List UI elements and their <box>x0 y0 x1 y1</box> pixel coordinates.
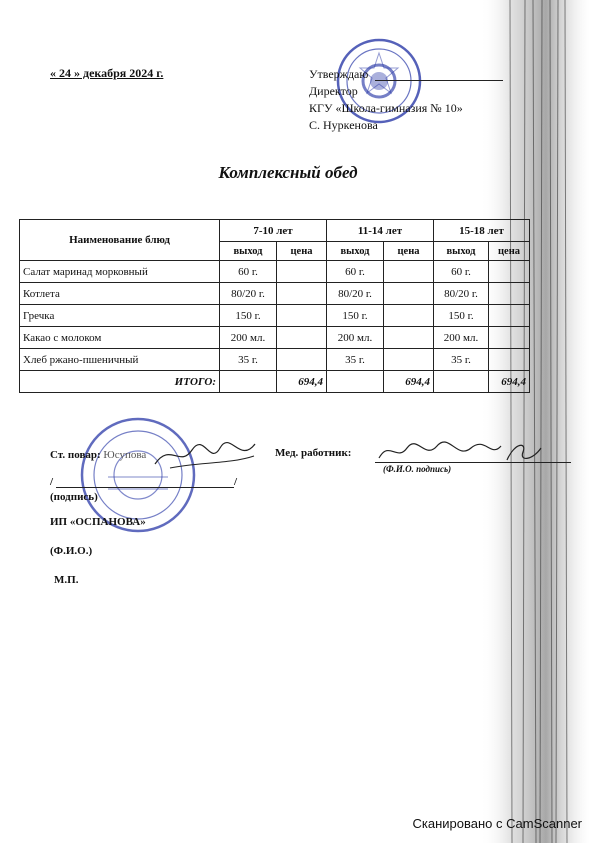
dish-out: 150 г. <box>434 305 489 327</box>
med-fio-note: (Ф.И.О. подпись) <box>383 464 452 474</box>
dish-out: 35 г. <box>434 349 489 371</box>
dish-out: 80/20 г. <box>434 283 489 305</box>
dish-out: 150 г. <box>220 305 277 327</box>
header-dish-name: Наименование блюд <box>20 220 220 261</box>
dish-price <box>384 283 434 305</box>
total-label: ИТОГО: <box>20 371 220 393</box>
slash-left: / <box>50 476 54 488</box>
header-price: цена <box>489 242 530 261</box>
dish-price <box>489 327 530 349</box>
dish-name: Какао с молоком <box>20 327 220 349</box>
dish-price <box>384 327 434 349</box>
dish-price <box>277 261 327 283</box>
slash-right: / <box>234 476 238 488</box>
dish-out: 60 г. <box>220 261 277 283</box>
approve-organization: КГУ «Школа-гимназия № 10» <box>309 101 463 115</box>
empty-cell <box>327 371 384 393</box>
dish-out: 60 г. <box>327 261 384 283</box>
empty-cell <box>220 371 277 393</box>
header-price: цена <box>277 242 327 261</box>
fio-note: (Ф.И.О.) <box>50 545 93 557</box>
approve-title: Утверждаю <box>309 67 369 81</box>
dish-out: 35 г. <box>327 349 384 371</box>
document-date: « 24 » декабря 2024 г. <box>50 66 164 80</box>
table-row <box>20 349 530 371</box>
total-value: 694,4 <box>489 371 530 393</box>
header-age-11-14: 11-14 лет <box>327 220 434 242</box>
dish-price <box>384 349 434 371</box>
scanner-watermark: Сканировано с CamScanner <box>412 816 582 831</box>
table-row <box>20 305 530 327</box>
menu-table <box>19 219 530 393</box>
dish-price <box>277 305 327 327</box>
med-signature-line <box>375 462 571 463</box>
total-value: 694,4 <box>384 371 434 393</box>
dish-price <box>489 261 530 283</box>
entrepreneur-name: ИП «ОСПАНОВА» <box>50 516 146 528</box>
dish-price <box>384 305 434 327</box>
dish-price <box>277 327 327 349</box>
dish-out: 35 г. <box>220 349 277 371</box>
dish-price <box>277 283 327 305</box>
med-worker-label: Мед. работник: <box>275 447 352 459</box>
dish-out: 200 мл. <box>434 327 489 349</box>
approve-signature-line <box>375 80 503 81</box>
approve-name: С. Нуркенова <box>309 118 378 132</box>
table-row <box>20 261 530 283</box>
cook-handwritten-signature <box>150 438 260 474</box>
dish-price <box>489 349 530 371</box>
dish-out: 80/20 г. <box>327 283 384 305</box>
dish-price <box>489 283 530 305</box>
dish-price <box>277 349 327 371</box>
approval-block <box>309 66 463 134</box>
header-out: выход <box>327 242 384 261</box>
header-price: цена <box>384 242 434 261</box>
dish-price <box>384 261 434 283</box>
table-row <box>20 283 530 305</box>
dish-name: Хлеб ржано-пшеничный <box>20 349 220 371</box>
cook-signature-block <box>50 447 146 463</box>
total-value: 694,4 <box>277 371 327 393</box>
dish-name: Котлета <box>20 283 220 305</box>
header-out: выход <box>220 242 277 261</box>
dish-price <box>489 305 530 327</box>
total-row <box>20 371 530 393</box>
dish-out: 60 г. <box>434 261 489 283</box>
stamp-place: М.П. <box>54 574 79 586</box>
dish-out: 150 г. <box>327 305 384 327</box>
dish-out: 80/20 г. <box>220 283 277 305</box>
signature-note: (подпись) <box>50 491 98 503</box>
cook-name: Юсупова <box>103 449 147 461</box>
dish-out: 200 мл. <box>220 327 277 349</box>
cook-label: Ст. повар: <box>50 449 101 461</box>
empty-cell <box>434 371 489 393</box>
cook-signature-line <box>56 487 234 488</box>
dish-name: Салат маринад морковный <box>20 261 220 283</box>
approve-position: Директор <box>309 84 358 98</box>
header-age-15-18: 15-18 лет <box>434 220 530 242</box>
scan-noise-strip <box>470 0 598 843</box>
dish-name: Гречка <box>20 305 220 327</box>
header-age-7-10: 7-10 лет <box>220 220 327 242</box>
page-title: Комплексный обед <box>218 163 358 182</box>
header-out: выход <box>434 242 489 261</box>
dish-out: 200 мл. <box>327 327 384 349</box>
table-row <box>20 327 530 349</box>
